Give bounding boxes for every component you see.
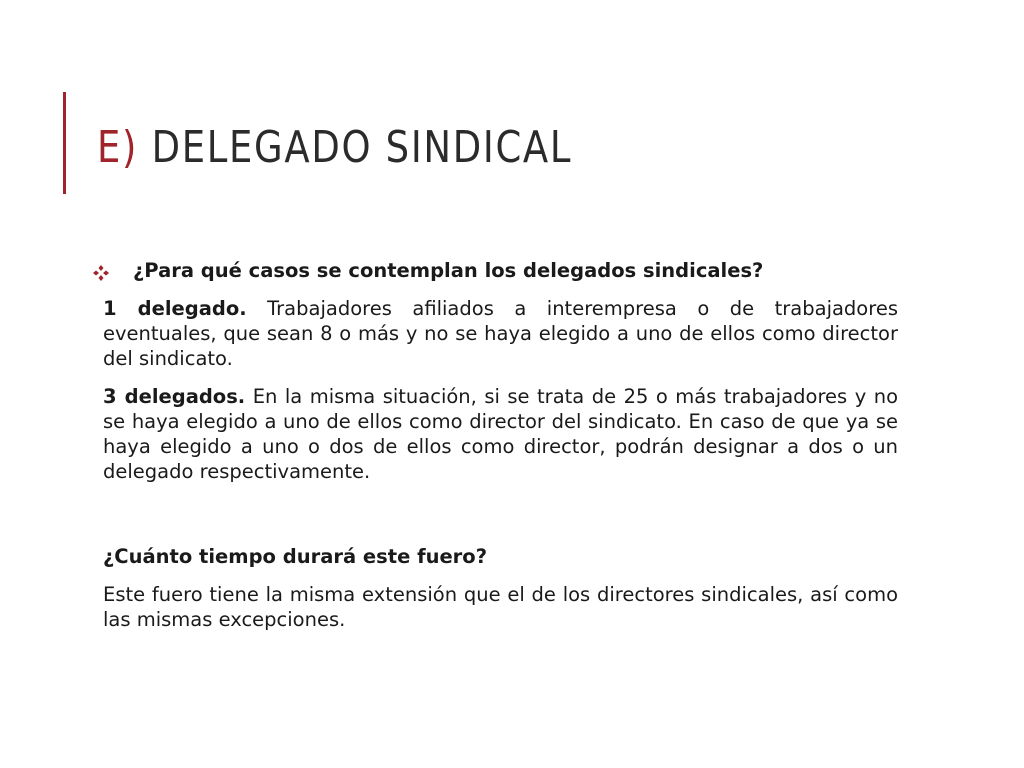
delegado-3-text: En la misma situación, si se trata de 25 o más trabajadores y no se haya elegido a uno de ellos como director del sindicato. En caso de que ya se haya elegido a uno o dos de ellos como director, podrán designar a dos o un delegado respectivamente. [103, 385, 898, 483]
delegado-3-label: 3 delegados. [103, 385, 246, 408]
title-main: DELEGADO SINDICAL [151, 122, 573, 173]
fuero-question: ¿Cuánto tiempo durará este fuero? [103, 545, 488, 568]
diamond-bullet-icon [92, 264, 110, 282]
delegado-1-label: 1 delegado. [103, 297, 247, 320]
slide-title [97, 112, 572, 184]
bullet-question-text: ¿Para qué casos se contemplan los delegados sindicales? [133, 259, 764, 282]
title-prefix: E) [97, 122, 139, 173]
spacer [103, 497, 898, 544]
bullet-question-row [103, 258, 898, 283]
fuero-answer: Este fuero tiene la misma extensión que el de los directores sindicales, así como las mismas excepciones. [103, 583, 898, 631]
delegado-1-paragraph [103, 296, 898, 371]
slide-content [103, 258, 898, 645]
title-accent-bar [63, 92, 66, 194]
delegado-3-paragraph [103, 384, 898, 484]
delegado-1-text: Trabajadores afiliados a interempresa o de trabajadores eventuales, que sean 8 o más y no se haya elegido a uno de ellos como director del sindicato. [103, 297, 898, 370]
